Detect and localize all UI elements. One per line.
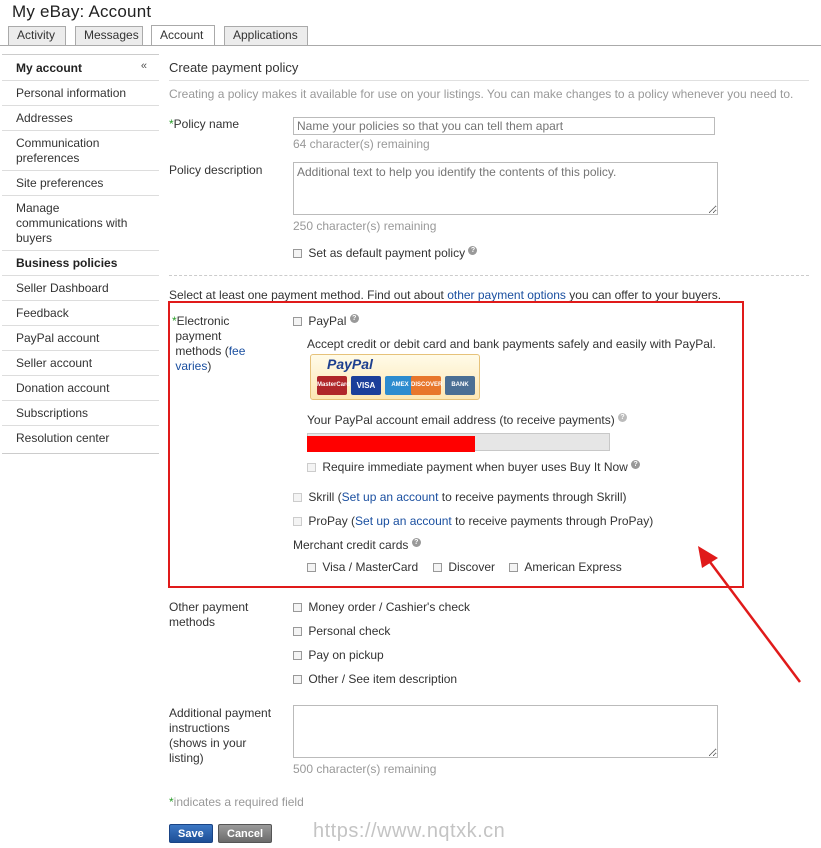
personal-check-row: Personal check [293, 624, 390, 639]
other-description-checkbox[interactable] [293, 675, 302, 684]
redaction-bar [307, 436, 475, 452]
policy-description-remaining: 250 character(s) remaining [293, 219, 437, 233]
sidebar-item-personal-information[interactable]: Personal information [2, 80, 159, 105]
policy-description-input[interactable] [293, 162, 718, 215]
propay-setup-link[interactable]: Set up an account [355, 514, 452, 528]
policy-name-input[interactable] [293, 117, 715, 135]
policy-name-label: *Policy name [169, 117, 240, 131]
select-prompt: Select at least one payment method. Find out about other payment options you can offer to your buyers. [169, 288, 722, 302]
tab-account[interactable]: Account [151, 25, 215, 45]
merchant-visa-row: Visa / MasterCard [307, 560, 418, 575]
immediate-payment-row [307, 460, 640, 475]
pay-on-pickup-checkbox[interactable] [293, 651, 302, 660]
visa-mastercard-checkbox[interactable] [307, 563, 316, 572]
form-heading: Create payment policy [169, 60, 299, 75]
sidebar-item-addresses[interactable]: Addresses [2, 105, 159, 130]
sidebar-item-seller-dashboard[interactable]: Seller Dashboard [2, 275, 159, 300]
help-icon[interactable]: ? [412, 538, 421, 547]
money-order-row: Money order / Cashier's check [293, 600, 470, 615]
watermark: https://www.nqtxk.cn [313, 820, 506, 842]
discover-icon: DISCOVER [411, 376, 441, 395]
other-description-row: Other / See item description [293, 672, 457, 687]
other-methods-label: Other payment methods [169, 600, 249, 629]
additional-instructions-label: Additional payment instructions (shows in your listing) [169, 706, 272, 765]
mastercard-icon: MasterCard [317, 376, 347, 395]
help-icon[interactable]: ? [350, 314, 359, 323]
sidebar-item-site-preferences[interactable]: Site preferences [2, 170, 159, 195]
paypal-description: Accept credit or debit card and bank payments safely and easily with PayPal. [307, 337, 716, 351]
sidebar-item-resolution-center[interactable]: Resolution center [2, 425, 159, 450]
personal-check-checkbox[interactable] [293, 627, 302, 636]
help-icon[interactable]: ? [631, 460, 640, 469]
cancel-button[interactable]: Cancel [218, 824, 272, 843]
money-order-checkbox[interactable] [293, 603, 302, 612]
pay-on-pickup-row: Pay on pickup [293, 648, 384, 663]
sidebar-item-seller-account[interactable]: Seller account [2, 350, 159, 375]
default-policy-row [293, 246, 477, 261]
sidebar-item-manage-communications[interactable]: Manage communications with buyers [2, 195, 159, 250]
tab-divider [0, 45, 821, 46]
skrill-setup-link[interactable]: Set up an account [341, 490, 439, 504]
policy-name-remaining: 64 character(s) remaining [293, 137, 430, 151]
policy-description-label: Policy description [169, 163, 263, 177]
tab-applications[interactable]: Applications [224, 26, 308, 45]
page-title: My eBay: Account [12, 2, 152, 21]
paypal-row [293, 314, 359, 329]
annotation-arrow-icon [690, 540, 810, 690]
sidebar-item-subscriptions[interactable]: Subscriptions [2, 400, 159, 425]
propay-checkbox[interactable] [293, 517, 302, 526]
sidebar-item-communication-preferences[interactable]: Communication preferences [2, 130, 159, 170]
required-mark: * [169, 117, 174, 131]
propay-row: ProPay (Set up an account to receive payments through ProPay) [293, 514, 653, 529]
immediate-payment-label: Require immediate payment when buyer uses Buy It Now [322, 460, 628, 474]
default-policy-label: Set as default payment policy [308, 246, 466, 260]
paypal-checkbox[interactable] [293, 317, 302, 326]
form-intro: Creating a policy makes it available for use on your listings. You can make changes to a policy whenever you need to. [169, 87, 794, 101]
sidebar-item-donation-account[interactable]: Donation account [2, 375, 159, 400]
paypal-logo [310, 354, 480, 400]
sidebar [2, 54, 159, 454]
merchant-cards-label: Merchant credit cards ? [293, 538, 421, 553]
skrill-row: Skrill (Set up an account to receive payments through Skrill) [293, 490, 627, 505]
paypal-logo-text: PayPal [327, 356, 373, 372]
paypal-email-label: Your PayPal account email address (to receive payments) ? [307, 413, 627, 428]
collapse-icon[interactable]: « [140, 60, 147, 72]
heading-divider [169, 80, 809, 81]
amex-icon: AMEX [385, 376, 415, 395]
default-policy-checkbox[interactable] [293, 249, 302, 258]
sidebar-item-feedback[interactable]: Feedback [2, 300, 159, 325]
help-icon[interactable]: ? [468, 246, 477, 255]
bank-icon: BANK [445, 376, 475, 395]
paypal-label: PayPal [308, 314, 347, 328]
discover-checkbox[interactable] [433, 563, 442, 572]
tab-messages[interactable]: Messages [75, 26, 143, 45]
american-express-checkbox[interactable] [509, 563, 518, 572]
section-divider [169, 275, 809, 276]
visa-icon: VISA [351, 376, 381, 395]
merchant-discover-row: Discover [433, 560, 495, 575]
additional-instructions-remaining: 500 character(s) remaining [293, 762, 437, 776]
merchant-amex-row: American Express [509, 560, 622, 575]
sidebar-item-paypal-account[interactable]: PayPal account [2, 325, 159, 350]
sidebar-header: My account [16, 61, 83, 75]
fee-varies-link[interactable]: fee [228, 344, 246, 358]
required-field-note: *indicates a required field [169, 795, 304, 809]
save-button[interactable]: Save [169, 824, 213, 843]
immediate-payment-checkbox[interactable] [307, 463, 316, 472]
other-payment-options-link[interactable]: other payment options [447, 288, 566, 302]
tab-activity[interactable]: Activity [8, 26, 66, 45]
skrill-checkbox[interactable] [293, 493, 302, 502]
help-icon[interactable]: ? [618, 413, 627, 422]
electronic-methods-label: *Electronic payment methods (fee varies) [172, 314, 246, 373]
additional-instructions-input[interactable] [293, 705, 718, 758]
sidebar-item-business-policies[interactable]: Business policies [2, 250, 159, 275]
